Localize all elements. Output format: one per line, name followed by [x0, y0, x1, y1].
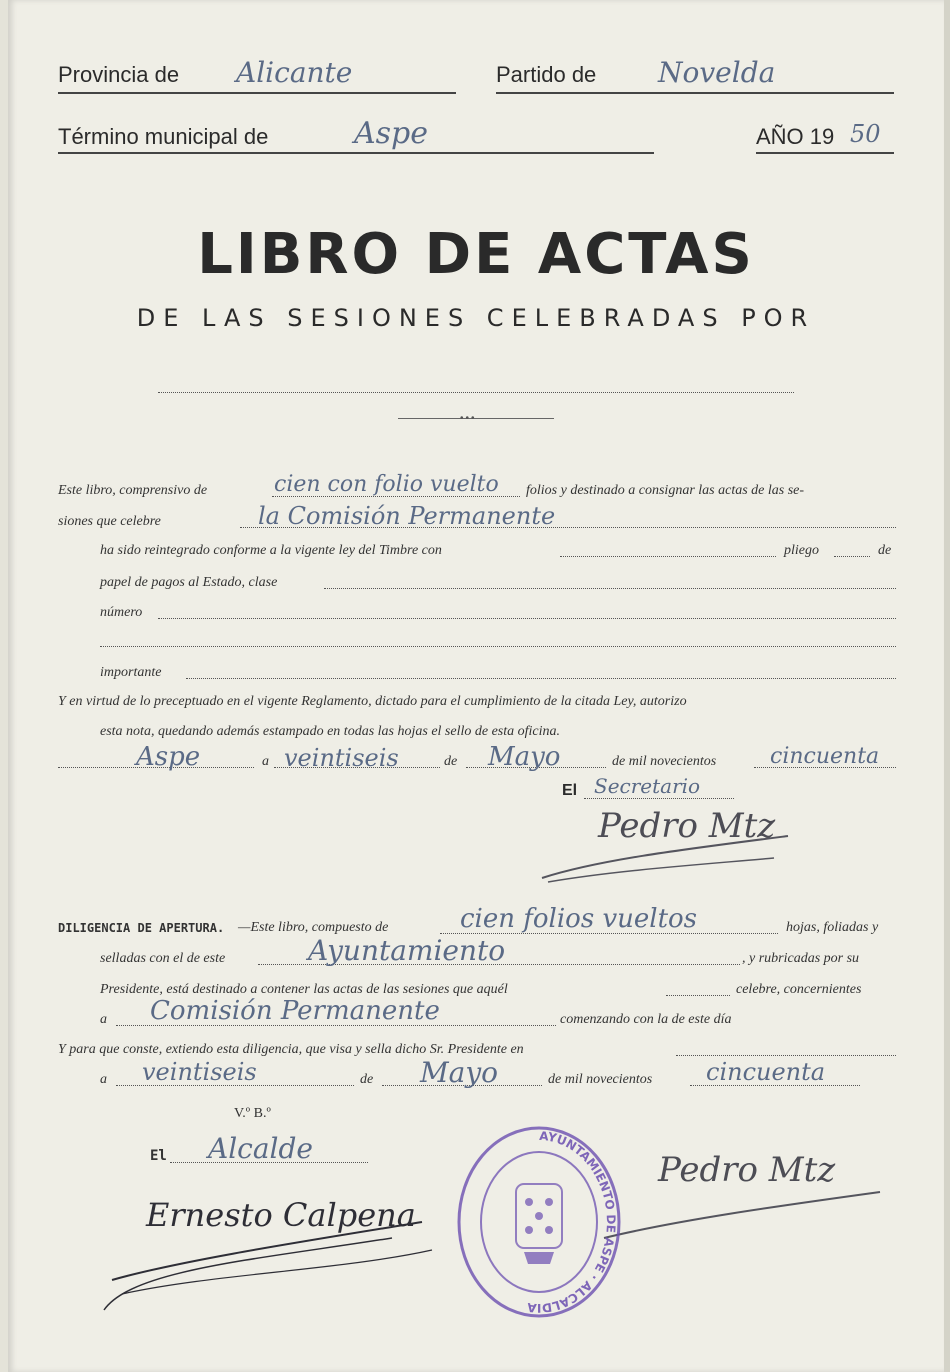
cert-hand-month: Mayo: [488, 742, 561, 772]
cert-signature-secretario: Pedro Mtz: [598, 806, 776, 846]
cert-text-14: de mil novecientos: [612, 754, 717, 769]
dil-hand-ayuntamiento: Ayuntamiento: [308, 934, 506, 967]
cert-hand-folios: cien con folio vuelto: [274, 472, 499, 497]
signature-secretario-2: Pedro Mtz: [658, 1150, 836, 1190]
dil-text-6: celebre, concernientes: [736, 982, 862, 997]
svg-text:AYUNTAMIENTO DE ASPE · ALCALDI: [526, 1129, 618, 1315]
cert-hand-place: Aspe: [136, 742, 201, 772]
partido-rule: [496, 92, 894, 94]
diligencia-heading: DILIGENCIA DE APERTURA.: [58, 921, 225, 935]
dil-hand-year: cincuenta: [706, 1058, 826, 1086]
cert-hand-day: veintiseis: [284, 744, 399, 772]
dil-line-3: [666, 995, 730, 996]
cert-line-8: [186, 678, 896, 679]
cert-line-6: [158, 618, 896, 619]
dil-text-11: de: [360, 1072, 374, 1087]
dil-text-8: comenzando con la de este día: [560, 1012, 732, 1027]
signature-secretario-2-flourish: [598, 1186, 888, 1246]
cert-text-10: Y en virtud de lo preceptuado en el vigente Reglamento, dictado para el cumplimiento de la citada Ley, autorizo: [58, 694, 687, 709]
dil-text-1: —Este libro, compuesto de: [238, 920, 389, 935]
cert-hand-secretario: Secretario: [594, 774, 701, 798]
dil-text-9: Y para que conste, extiendo esta diligencia, que visa y sella dicho Sr. Presidente en: [58, 1042, 524, 1057]
municipal-seal-stamp: [454, 1122, 624, 1322]
stamp-text: AYUNTAMIENTO DE ASPE · ALCALDIA: [526, 1128, 619, 1316]
cert-text-8: número: [100, 605, 143, 620]
provincia-label: Provincia de: [58, 62, 180, 87]
cert-line-3: [560, 556, 776, 557]
cert-text-4: ha sido reintegrado conforme a la vigente ley del Timbre con: [100, 543, 442, 558]
cert-text-3: siones que celebre: [58, 514, 161, 529]
cert-line-5: [324, 588, 896, 589]
cert-line-4: [834, 556, 870, 557]
dil-hand-day: veintiseis: [142, 1058, 257, 1086]
dil-hand-comision: Comisión Permanente: [150, 996, 440, 1026]
cert-text-6: de: [878, 543, 892, 558]
dil-hand-folios: cien folios vueltos: [460, 904, 698, 934]
dil-hand-alcalde: Alcalde: [208, 1132, 313, 1165]
cert-text-13: de: [444, 754, 458, 769]
page-subtitle: DE LAS SESIONES CELEBRADAS POR: [136, 304, 816, 332]
cert-el-label: El: [562, 782, 578, 799]
dil-text-7: a: [100, 1012, 107, 1027]
dil-text-10: a: [100, 1072, 107, 1087]
cert-line-7: [100, 646, 896, 647]
cert-hand-comision: la Comisión Permanente: [258, 502, 556, 530]
title-blank-line: [158, 392, 794, 393]
cert-text-11: esta nota, quedando además estampado en todas las hojas el sello de esta oficina.: [100, 724, 561, 739]
document-page: [8, 0, 944, 1372]
cert-text-9: importante: [100, 665, 162, 680]
dil-hand-month: Mayo: [420, 1056, 499, 1089]
termino-rule: [58, 152, 654, 154]
cert-line-13: [584, 798, 734, 799]
dil-el-label: El: [150, 1148, 167, 1164]
anio-label: AÑO 19: [756, 124, 835, 149]
dil-text-5: Presidente, está destinado a contener las actas de las sesiones que aquél: [100, 982, 508, 997]
signature-alcalde-flourish: [92, 1200, 452, 1320]
cert-text-5: pliego: [784, 543, 819, 558]
provincia-value: Alicante: [236, 56, 353, 89]
visto-bueno: V.º B.º: [234, 1106, 271, 1121]
cert-text-12: a: [262, 754, 269, 769]
termino-label: Término municipal de: [58, 124, 269, 149]
cert-text-7: papel de pagos al Estado, clase: [100, 575, 278, 590]
cert-text-2: folios y destinado a consignar las actas de las se-: [526, 483, 805, 498]
anio-rule: [756, 152, 894, 154]
cert-signature-flourish: [538, 830, 798, 890]
cert-text-1: Este libro, comprensivo de: [58, 483, 208, 498]
dil-text-2: hojas, foliadas y: [786, 920, 879, 935]
partido-value: Novelda: [658, 56, 776, 89]
cert-hand-year: cincuenta: [770, 744, 880, 769]
page-title: LIBRO DE ACTAS: [197, 222, 755, 287]
signature-alcalde: Ernesto Calpena: [146, 1196, 416, 1234]
provincia-rule: [58, 92, 456, 94]
partido-label: Partido de: [496, 62, 597, 87]
anio-value: 50: [850, 120, 881, 148]
dil-line-5: [676, 1055, 896, 1056]
page-right-edge: [944, 0, 950, 1372]
dil-text-4: , y rubricadas por su: [742, 951, 860, 966]
dil-text-12: de mil novecientos: [548, 1072, 653, 1087]
termino-value: Aspe: [354, 116, 429, 151]
dil-text-3: selladas con el de este: [100, 951, 226, 966]
ornament-dots: •••: [460, 413, 477, 424]
